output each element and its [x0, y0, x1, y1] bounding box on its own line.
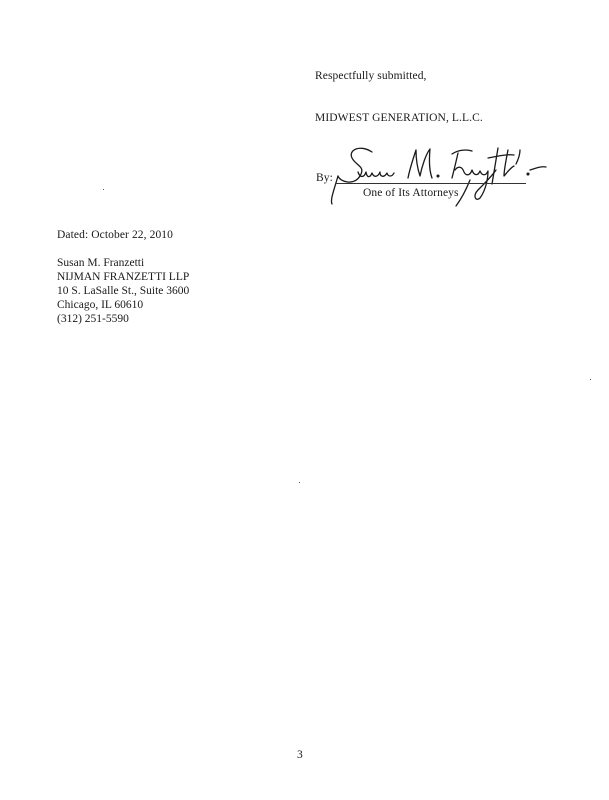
by-label: By: [316, 172, 333, 184]
signature-rule [336, 183, 526, 184]
dated-line: Dated: October 22, 2010 [57, 229, 173, 241]
scan-speck [299, 482, 300, 483]
page-number: 3 [297, 749, 303, 761]
scan-speck [103, 189, 104, 190]
signer-caption: One of Its Attorneys [363, 187, 459, 199]
counsel-firm: NIJMAN FRANZETTI LLP [57, 271, 190, 283]
scan-speck [590, 379, 591, 380]
company-name: MIDWEST GENERATION, L.L.C. [315, 112, 483, 124]
closing-line: Respectfully submitted, [315, 70, 427, 82]
counsel-name: Susan M. Franzetti [57, 257, 145, 269]
counsel-phone: (312) 251-5590 [57, 313, 129, 325]
counsel-address-block [57, 256, 189, 326]
counsel-city: Chicago, IL 60610 [57, 299, 144, 311]
counsel-street: 10 S. LaSalle St., Suite 3600 [57, 285, 190, 297]
